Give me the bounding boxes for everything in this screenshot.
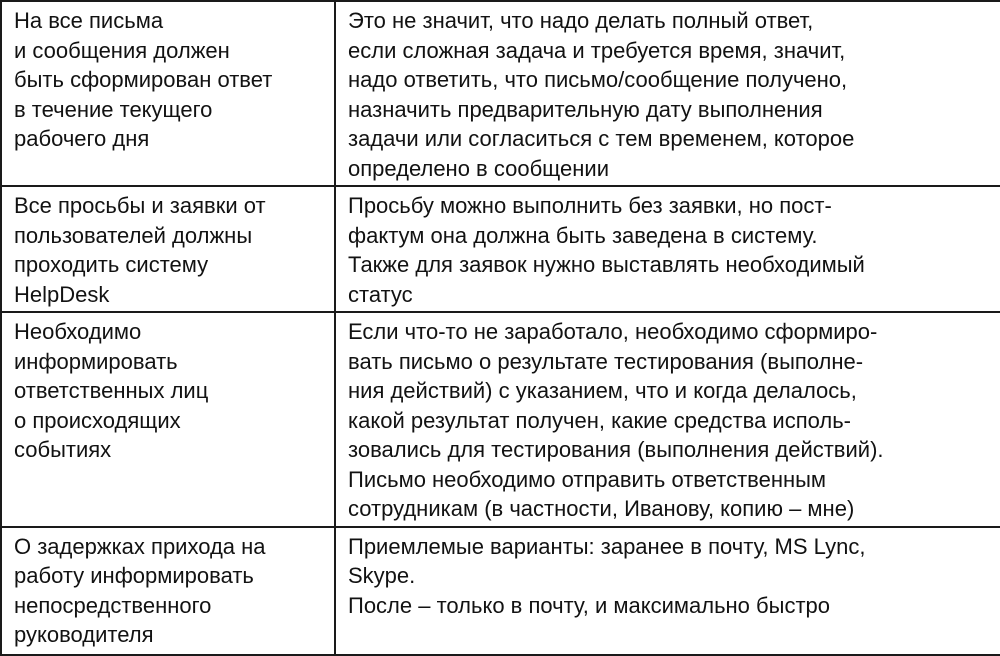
note-line: Также для заявок нужно выставлять необходимый <box>348 252 865 277</box>
table-row <box>1 1 1000 186</box>
rule-line: быть сформирован ответ <box>14 67 273 92</box>
rule-line: руководителя <box>14 622 154 647</box>
rule-cell <box>1 186 335 312</box>
note-line: статус <box>348 281 413 307</box>
note-line: Это не значит, что надо делать полный ответ, <box>348 8 814 33</box>
note-line: фактум она должна быть заведена в систему. <box>348 222 818 248</box>
table-row <box>1 186 1000 312</box>
rule-line: и сообщения должен <box>14 37 230 63</box>
rule-line: о происходящих <box>14 407 181 433</box>
rule-line: непосредственного <box>14 592 212 618</box>
rule-cell <box>1 527 335 655</box>
rule-line: ответственных лиц <box>14 378 209 403</box>
note-line: зовались для тестирования (выполнения действий). <box>348 437 884 462</box>
rule-line: проходить систему <box>14 252 209 277</box>
note-line: ния действий) с указанием, что и когда делалось, <box>348 378 857 403</box>
table-row <box>1 312 1000 527</box>
note-line: Если что-то не заработало, необходимо сформиро- <box>348 319 878 344</box>
rule-line: работу информировать <box>14 563 254 588</box>
rule-line: в течение текущего <box>14 96 213 122</box>
note-line: надо ответить, что письмо/сообщение получено, <box>348 67 848 92</box>
rule-line: Все просьбы и заявки от <box>14 193 266 218</box>
note-cell <box>335 312 1000 527</box>
rule-line: На все письма <box>14 8 164 33</box>
note-line: если сложная задача и требуется время, значит, <box>348 37 846 63</box>
rule-line: информировать <box>14 348 178 374</box>
rule-cell <box>1 1 335 186</box>
rule-line: О задержках прихода на <box>14 533 266 559</box>
note-line: назначить предварительную дату выполнения <box>348 96 823 122</box>
note-line: Приемлемые варианты: заранее в почту, MS Lync, <box>348 533 866 559</box>
note-line: сотрудникам (в частности, Иванову, копию – мне) <box>348 496 855 521</box>
rule-line: HelpDesk <box>14 281 110 307</box>
note-line: задачи или согласиться с тем временем, которое <box>348 126 855 151</box>
note-line: какой результат получен, какие средства исполь- <box>348 407 851 433</box>
note-cell <box>335 527 1000 655</box>
rule-line: Необходимо <box>14 319 142 344</box>
table-row <box>1 527 1000 655</box>
note-line: Skype. <box>348 563 416 588</box>
note-line: После – только в почту, и максимально быстро <box>348 592 830 618</box>
rule-line: событиях <box>14 437 112 462</box>
note-line: вать письмо о результате тестирования (выполне- <box>348 348 864 374</box>
rule-line: рабочего дня <box>14 126 150 151</box>
note-line: определено в сообщении <box>348 155 609 181</box>
note-line: Письмо необходимо отправить ответственным <box>348 466 827 492</box>
note-line: Просьбу можно выполнить без заявки, но пост- <box>348 193 832 218</box>
rule-cell <box>1 312 335 527</box>
note-cell <box>335 186 1000 312</box>
rule-line: пользователей должны <box>14 222 253 248</box>
note-cell <box>335 1 1000 186</box>
